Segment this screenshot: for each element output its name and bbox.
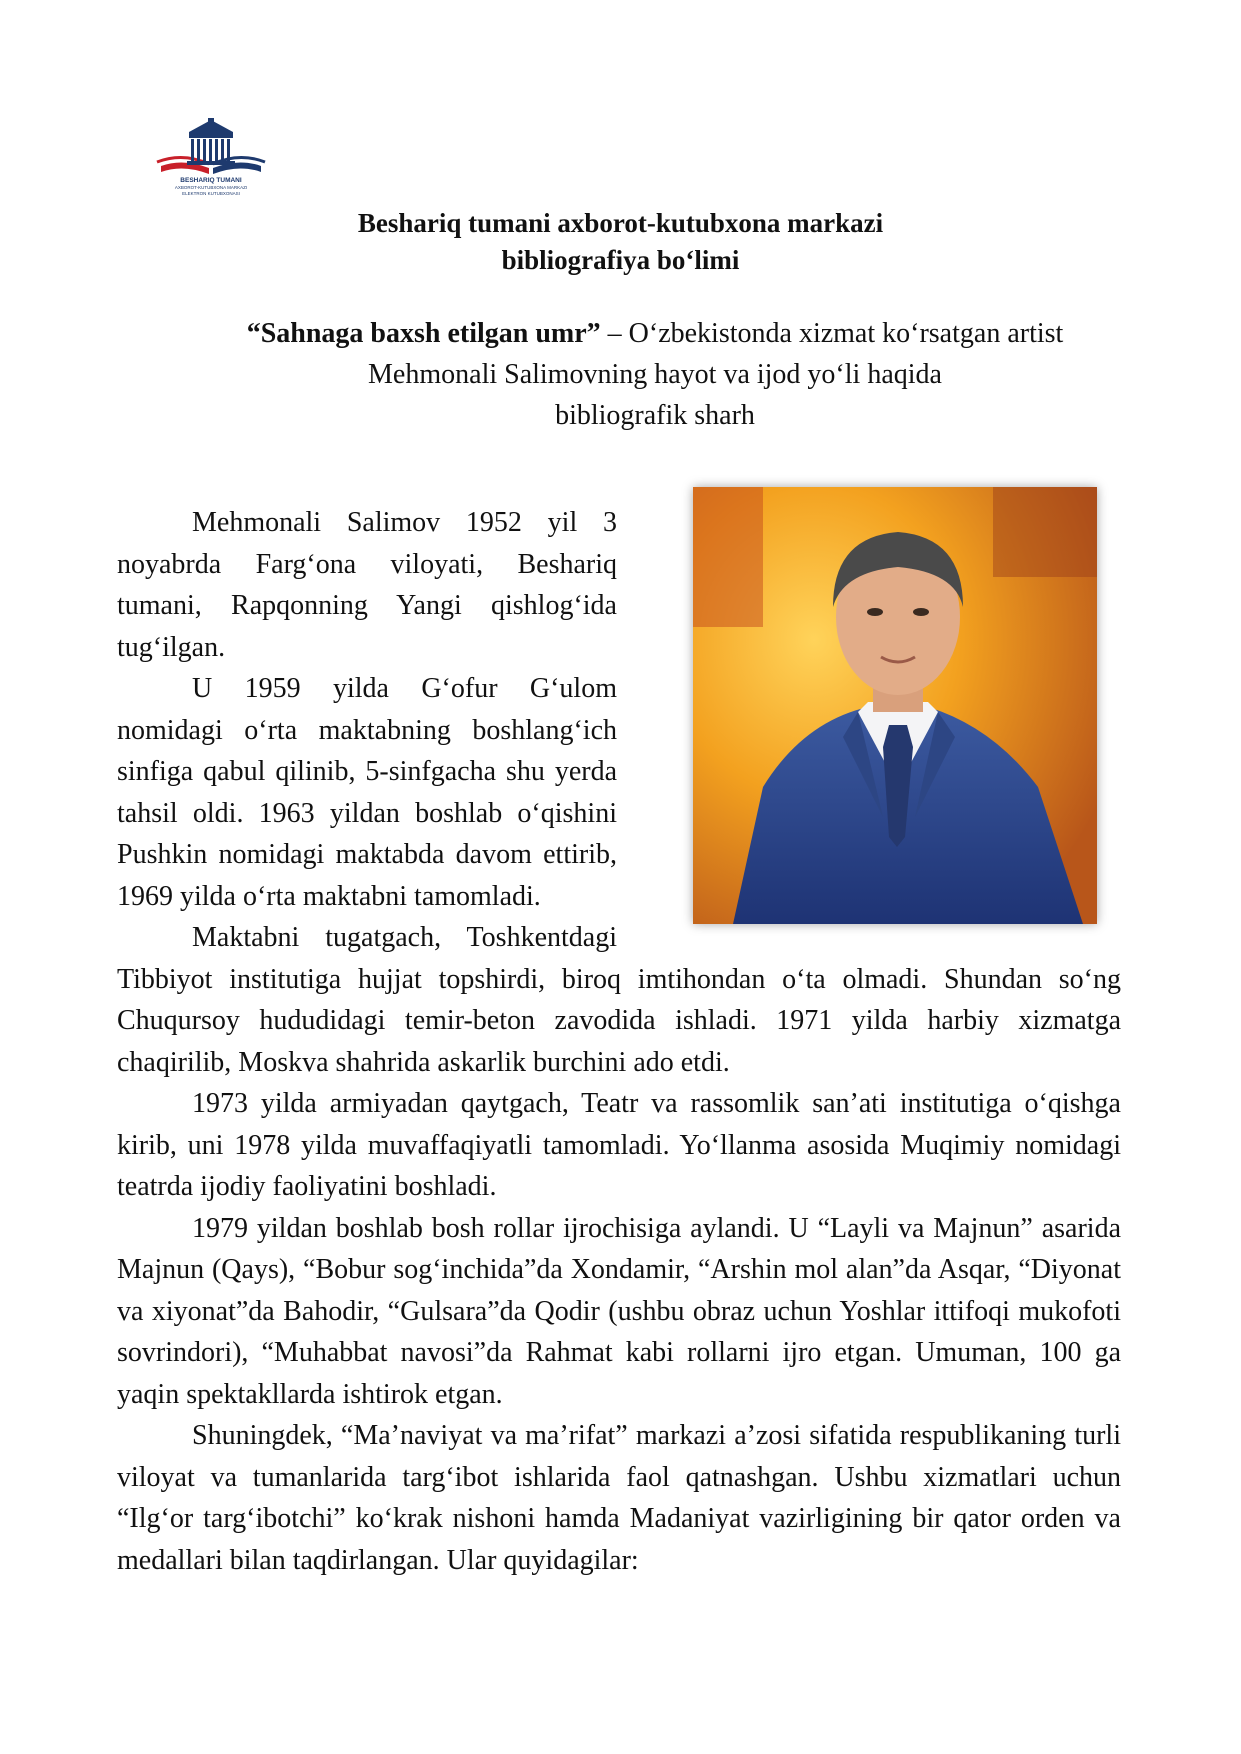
paragraph: Shuningdek, “Ma’naviyat va ma’rifat” markazi a’zosi sifatida respublikaning turli viloyat va tumanlarida targ‘ibot ishlarida faol qatnashgan. Ushbu xizmatlari uchun “Ilg‘or targ‘ibotchi” ko‘krak nishoni hamda Madaniyat vazirligining bir qator orden va medallari bilan taqdirlangan. Ular quyidagilar: [117,1420,1121,1576]
org-name: Beshariq tumani axborot-kutubxona markazi [357,208,884,238]
paragraph: U 1959 yilda G‘ofur G‘ulom nomidagi o‘rta maktabning boshlang‘ich sinfiga qabul qilinib, 5-sinfgacha shu yerda tahsil oldi. 1963 yildan boshlab o‘qishini Pushkin nomidagi maktabda davom ettirib, 1969 yilda o‘rta maktabni tamomladi. [117,673,617,912]
paragraph: 1973 yilda armiyadan qaytgach, Teatr va rassomlik san’ati institutiga o‘qishga kirib, uni 1978 yilda muvaffaqiyatli tamomladi. Yo‘llanma asosida Muqimiy nomidagi teatrda ijodiy faoliyatini boshladi. [117,1088,1121,1202]
document-title [180,313,1130,436]
title-line-2: Mehmonali Salimovning hayot va ijod yo‘li haqida [368,359,942,390]
title-subtitle: – O‘zbekistonda xizmat ko‘rsatgan artist [600,318,1064,349]
paragraph: Maktabni tugatgach, Toshkentdagi Tibbiyot institutiga hujjat topshirdi, biroq imtihondan o‘ta olmadi. Shundan so‘ng Chuqursoy hududidagi temir-beton zavodida ishladi. 1971 yilda harbiy xizmatga chaqirilib, Moskva shahrida askarlik burchini ado etdi. [117,922,1121,1078]
svg-text:BESHARIQ TUMANI: BESHARIQ TUMANI [180,177,242,184]
paragraph: Mehmonali Salimov 1952 yil 3 noyabrda Farg‘ona viloyati, Beshariq tumani, Rapqonning Yangi qishlog‘ida tug‘ilgan. [117,507,617,663]
library-logo [155,118,267,200]
paragraph: 1979 yildan boshlab bosh rollar ijrochisiga aylandi. U “Layli va Majnun” asarida Majnun (Qays), “Bobur sog‘inchida”da Xondamir, “Arshin mol alan”da Asqar, “Diyonat va xiyonat”da Bahodir, “Gulsara”da Qodir (ushbu obraz uchun Yoshlar ittifoqi mukofoti sovrindori), “Muhabbat navosi”da Rahmat kabi rollarni ijro etgan. Umuman, 100 ga yaqin spektakllarda ishtirok etgan. [117,1212,1121,1410]
article-body [117,502,1121,1581]
svg-text:ELEKTRON KUTUBXONASI: ELEKTRON KUTUBXONASI [182,191,240,196]
title-line-3: bibliografik sharh [555,400,755,431]
department-name: bibliografiya bo‘limi [501,245,740,275]
library-building-book-logo-icon [155,118,267,200]
title-quote: “Sahnaga baxsh etilgan umr” [246,318,601,349]
organization-heading [0,205,1241,279]
photo-wrap-space [647,502,1121,940]
title-line-1 [180,313,1130,354]
svg-text:AXBOROT-KUTUBXONA MARKAZI: AXBOROT-KUTUBXONA MARKAZI [174,185,248,190]
